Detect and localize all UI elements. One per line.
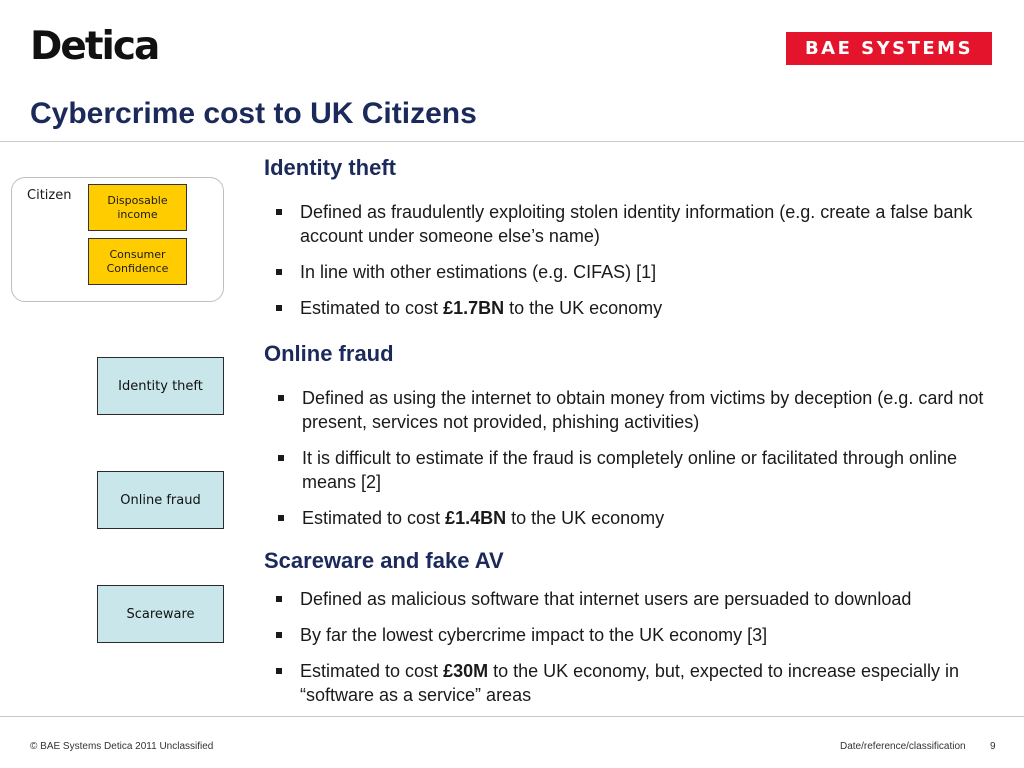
footer-copyright: © BAE Systems Detica 2011 Unclassified: [30, 741, 214, 752]
section-heading-identity-theft: Identity theft: [264, 155, 396, 180]
detica-logo: Detica: [30, 24, 159, 69]
identity-theft-bullets: [262, 200, 982, 332]
bullet-marker-icon: [276, 668, 282, 674]
bullet-marker-icon: [278, 395, 284, 401]
bae-systems-logo: BAE SYSTEMS: [786, 32, 992, 65]
online-fraud-bullets: [264, 386, 984, 542]
cost-value: £30M: [443, 661, 489, 681]
cost-value: £1.4BN: [445, 508, 507, 528]
section-heading-scareware: Scareware and fake AV: [264, 548, 504, 573]
header-divider: [0, 141, 1024, 142]
list-item: It is difficult to estimate if the fraud is completely online or facilitated through online means [2]: [264, 446, 984, 494]
bullet-marker-icon: [276, 209, 282, 215]
consumer-confidence-box: Consumer Confidence: [88, 238, 187, 285]
list-item: Defined as using the internet to obtain money from victims by deception (e.g. card not present, services not provided, phishing activities): [264, 386, 984, 434]
list-item: In line with other estimations (e.g. CIFAS) [1]: [262, 260, 982, 284]
list-item: By far the lowest cybercrime impact to the UK economy [3]: [262, 623, 982, 647]
bullet-marker-icon: [276, 305, 282, 311]
list-item: Defined as fraudulently exploiting stolen identity information (e.g. create a false bank account under someone else’s name): [262, 200, 982, 248]
list-item: Defined as malicious software that internet users are persuaded to download: [262, 587, 982, 611]
online-fraud-box: Online fraud: [97, 471, 224, 529]
cost-value: £1.7BN: [443, 298, 505, 318]
list-item: Estimated to cost £30M to the UK economy, but, expected to increase especially in “software as a service” areas: [262, 659, 982, 707]
bullet-marker-icon: [278, 455, 284, 461]
bullet-marker-icon: [276, 632, 282, 638]
list-item: Estimated to cost £1.7BN to the UK economy: [262, 296, 982, 320]
citizen-label: Citizen: [27, 188, 72, 203]
page-number: 9: [990, 741, 996, 752]
scareware-box: Scareware: [97, 585, 224, 643]
bullet-marker-icon: [278, 515, 284, 521]
disposable-income-box: Disposable income: [88, 184, 187, 231]
identity-theft-box: Identity theft: [97, 357, 224, 415]
list-item: Estimated to cost £1.4BN to the UK economy: [264, 506, 984, 530]
page-title: Cybercrime cost to UK Citizens: [30, 97, 477, 130]
bullet-marker-icon: [276, 269, 282, 275]
footer-reference: Date/reference/classification: [840, 741, 966, 752]
bullet-marker-icon: [276, 596, 282, 602]
scareware-bullets: [262, 587, 982, 719]
footer-divider: [0, 716, 1024, 717]
section-heading-online-fraud: Online fraud: [264, 341, 394, 366]
